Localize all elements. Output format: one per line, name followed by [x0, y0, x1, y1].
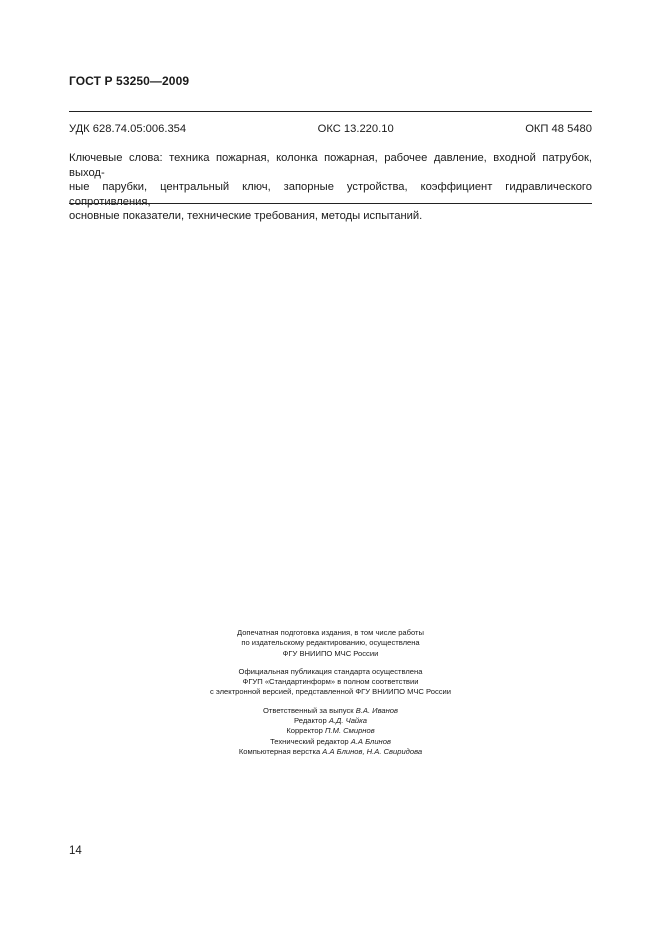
credit-role: Компьютерная верстка: [238, 746, 323, 756]
page-number: 14: [69, 845, 82, 857]
classification-row: [69, 123, 592, 135]
bottom-divider: [69, 203, 592, 204]
imprint-publication: [120, 667, 541, 698]
keywords-paragraph: [69, 151, 592, 224]
credit-role: Технический редактор: [270, 736, 351, 746]
credit-role: Редактор: [294, 716, 329, 726]
imprint-preparation: [120, 628, 541, 659]
keywords-line-2: ные парубки, центральный ключ, запорные устройства, коэффициент гидравлического сопротивления,: [69, 181, 592, 208]
credit-layout: [120, 747, 541, 757]
credit-tech-editor: [120, 737, 541, 747]
credit-responsible: [120, 706, 541, 716]
credit-name: А.А Блинов, Н.А. Свиридова: [322, 746, 423, 756]
imprint-line: ФГУП «Стандартинформ» в полном соответствии: [242, 677, 419, 687]
imprint-line: по издательскому редактированию, осуществлена: [241, 638, 420, 648]
standard-number: ГОСТ Р 53250—2009: [69, 74, 190, 88]
credit-editor: [120, 716, 541, 726]
okp-code: ОКП 48 5480: [525, 123, 592, 135]
imprint-credits: [120, 706, 541, 757]
credit-name: П.М. Смирнов: [325, 726, 375, 736]
keywords-line-1: Ключевые слова: техника пожарная, колонка пожарная, рабочее давление, входной патрубок, выход-: [69, 152, 592, 179]
credit-role: Корректор: [286, 726, 325, 736]
credit-name: А.А Блинов: [350, 736, 391, 746]
udk-code: УДК 628.74.05:006.354: [69, 123, 187, 135]
credit-role: Ответственный за выпуск: [263, 705, 356, 715]
imprint-line: ФГУ ВНИИПО МЧС России: [282, 648, 379, 658]
top-divider: [69, 111, 592, 112]
credit-name: А.Д. Чайка: [328, 716, 367, 726]
imprint-line: Официальная публикация стандарта осуществлена: [238, 666, 423, 676]
imprint-line: с электронной версией, представленной ФГУ ВНИИПО МЧС России: [209, 687, 452, 697]
imprint-block: [120, 628, 541, 765]
oks-code: ОКС 13.220.10: [317, 123, 394, 135]
keywords-line-3: основные показатели, технические требования, методы испытаний.: [69, 210, 423, 223]
credit-name: В.А. Иванов: [355, 705, 398, 715]
imprint-line: Допечатная подготовка издания, в том числе работы: [236, 628, 424, 637]
credit-proofreader: [120, 726, 541, 736]
